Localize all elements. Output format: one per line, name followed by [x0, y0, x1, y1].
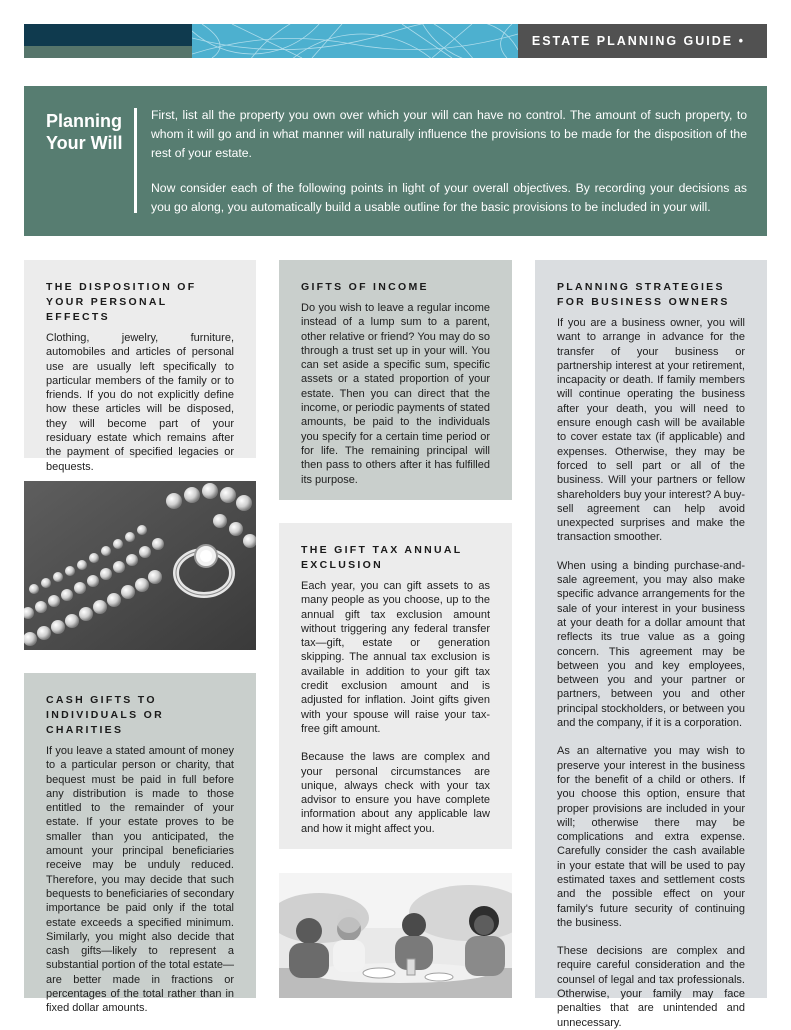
intro-text: [151, 106, 747, 233]
section-title: PLANNING STRATEGIES FOR BUSINESS OWNERS: [557, 281, 730, 308]
intro-divider: [134, 108, 137, 213]
header-slate-stripe: [24, 46, 192, 58]
section-paragraph: Because the laws are complex and your personal circumstances are unique, always check with your tax advisor to ensure you have complete information about any applicable law and how it might affect you.: [301, 751, 490, 835]
section-paragraph: When using a binding purchase-and-sale agreement, you may also make specific advance arrangements for the sale of your interest in your business at your death for a dollar amount that reflects its true value as a going concern. This agreement may be between you and key employees, between you and your partner or partners, between you and other principal stockholders, or between you and the company, if it is a corporation.: [557, 559, 745, 730]
section-title: CASH GIFTS TO INDIVIDUALS OR CHARITIES: [46, 694, 164, 736]
section-paragraph: If you leave a stated amount of money to a particular person or charity, that bequest must be paid in full before any distribution is made to those entitled to the remainder of your estate. If your estate proves to be smaller than you anticipated, the amount your principal beneficiaries receive may be unduly reduced. Therefore, you may decide that such bequests to beneficiaries of secondary importance be paid only if the total estate exceeds a specified minimum. Similarly, you might also decide that cash gifts—likely to represent a substantial portion of the total estate—are better made in fractions or percentages of the total rather than in fixed dollar amounts.: [46, 745, 234, 1015]
intro-title: Planning Your Will: [46, 111, 123, 153]
personal-effects-section: [24, 260, 256, 473]
family-illustration: [279, 873, 512, 998]
section-paragraph: If you are a business owner, you will want to arrange in advance for the transfer of your business or partnership interest at your retirement, incapacity or death. If family members will continue operating the business after your death, you will need to ensure enough cash will be available to cover estate tax (if applicable) and expenses. Otherwise, they may be forced to sell part or all of the business. Will your partners or fellow shareholders buy your interest? A buy-sell agreement can help avoid unexpected surprises and make the transaction smoother.: [557, 317, 745, 544]
intro-paragraph: First, list all the property you own over which your will can have no control. The amount of such property, to whom it will go and in what manner will naturally influence the provisions to be made for the disposition of the rest of your estate.: [151, 108, 747, 160]
family-dinner-photo: [279, 873, 512, 998]
section-title: GIFTS OF INCOME: [301, 281, 429, 293]
jewelry-illustration: [24, 481, 256, 650]
gifts-of-income-section: [279, 260, 512, 500]
cash-gifts-section: [24, 673, 256, 1015]
globe-grid-graphic: [192, 24, 518, 58]
header-globe-pattern: [192, 24, 518, 58]
section-paragraph: Clothing, jewelry, furniture, automobiles and articles of personal use are usually left specifically to particular members of the family or to friends. If you do not explicitly define how these articles will be disposed, they will become part of your residuary estate which remains after the payment of specified legacies or bequests.: [46, 332, 234, 473]
pearls-and-ring-photo: [24, 481, 256, 650]
section-paragraph: Each year, you can gift assets to as many people as you choose, up to the annual gift tax exclusion amount without triggering any federal transfer tax—gift, estate or generation skipping. The annual tax exclusion is available in addition to your gift tax credit exclusion amount and is adjusted for inflation. Joint gifts given with your spouse will raise your tax-free gift amount.: [301, 580, 490, 735]
section-paragraph: These decisions are complex and require careful consideration and the counsel of legal and tax professionals. Otherwise, your family may face penalties that are unintended and unnecessary.: [557, 945, 745, 1029]
section-paragraph: Do you wish to leave a regular income instead of a lump sum to a parent, other relative or friend? You may do so through a trust set up in your will. You can set aside a specific sum, specific assets or a stated proportion of your estate. Then you can direct that the income, or periodic payments of stated amounts, be paid to the individuals you specify for a certain time period or for life. The remaining principal will then pass to others after it has fulfilled its purpose.: [301, 302, 490, 486]
page-header-label: ESTATE PLANNING GUIDE • 3: [518, 24, 767, 58]
intro-panel: [24, 86, 767, 236]
gift-tax-section: [279, 523, 512, 849]
section-title: THE DISPOSITION OF YOUR PERSONAL EFFECTS: [46, 281, 197, 323]
section-paragraph: As an alternative you may wish to preserve your interest in the business for the benefit of a child or others. If you choose this option, ensure that proper provisions are included in your will; otherwise there may be complications and extra expense. Carefully consider the cash available in your estate that will be used to pay estimated taxes and settlement costs and the possible effect on your family's future security of continuing the business.: [557, 745, 745, 929]
header-navy-block: [24, 24, 192, 46]
business-owners-section: [535, 260, 767, 1029]
section-title: THE GIFT TAX ANNUAL EXCLUSION: [301, 544, 463, 571]
intro-paragraph: Now consider each of the following points in light of your overall objectives. By recording your decisions as you go along, you automatically build a usable outline for the basic provisions to be included in your will.: [151, 181, 747, 214]
